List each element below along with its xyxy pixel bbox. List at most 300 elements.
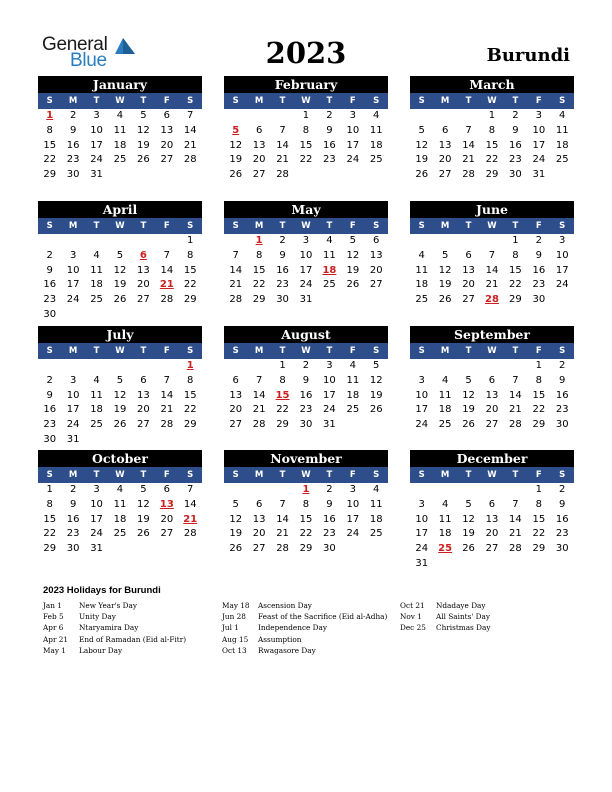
day-cell: 1	[512, 235, 519, 246]
day-cell: 24	[90, 528, 103, 540]
day-cell: 5	[441, 249, 449, 261]
weekday-label: W	[115, 221, 125, 231]
holiday-name: Ntaryamira Day	[79, 623, 139, 633]
holiday-day-cell: 1	[186, 360, 194, 371]
day-cell: 19	[113, 404, 127, 416]
empty-day-cell	[410, 109, 433, 124]
day-cell: 2	[69, 110, 77, 121]
day-cell: 11	[438, 389, 452, 401]
holiday-date: Jun 28	[222, 612, 246, 622]
day-cell: 12	[369, 374, 383, 386]
day-cell: 24	[532, 154, 546, 166]
day-cell: 1	[535, 360, 542, 371]
weekday-label: T	[279, 346, 286, 356]
day-grid	[38, 483, 202, 557]
day-cell: 12	[229, 513, 243, 525]
day-cell: 25	[555, 154, 569, 166]
day-cell: 4	[373, 484, 380, 495]
day-cell: 3	[93, 110, 100, 121]
day-cell: 27	[485, 543, 499, 555]
day-grid	[410, 109, 574, 183]
day-cell: 15	[299, 513, 313, 525]
empty-day-cell	[480, 234, 503, 249]
day-cell: 5	[116, 249, 124, 261]
day-cell: 24	[323, 404, 336, 416]
day-cell: 28	[509, 419, 522, 431]
weekday-header	[410, 218, 574, 234]
day-cell: 24	[90, 154, 103, 166]
holiday-day-cell: 1	[255, 235, 263, 246]
day-cell: 10	[555, 249, 569, 261]
weekday-label: T	[93, 470, 100, 480]
month-title: August	[224, 326, 388, 343]
day-cell: 29	[276, 419, 289, 431]
weekday-label: T	[93, 346, 100, 356]
day-grid	[410, 483, 574, 572]
day-cell: 13	[438, 139, 452, 151]
day-cell: 7	[232, 249, 239, 261]
day-cell: 23	[323, 154, 336, 166]
weekday-label: M	[254, 470, 264, 480]
weekday-label: T	[326, 346, 333, 356]
day-cell: 29	[299, 543, 313, 555]
day-cell: 5	[140, 484, 147, 495]
weekday-header	[410, 93, 574, 109]
weekday-label: W	[301, 470, 311, 480]
day-cell: 22	[299, 528, 313, 540]
weekday-label: T	[93, 221, 100, 231]
day-cell: 22	[485, 154, 499, 166]
day-cell: 28	[462, 169, 475, 181]
empty-day-cell	[433, 234, 456, 249]
day-cell: 26	[346, 279, 360, 291]
day-cell: 24	[346, 528, 360, 540]
day-cell: 5	[373, 360, 380, 371]
day-cell: 13	[485, 389, 499, 401]
empty-day-cell	[271, 109, 294, 124]
empty-day-cell	[132, 359, 155, 374]
day-cell: 18	[415, 279, 429, 291]
holiday-date: Nov 1	[400, 612, 422, 622]
weekday-header	[224, 467, 388, 483]
day-cell: 23	[66, 528, 80, 540]
weekday-label: F	[349, 221, 356, 231]
holiday-day-cell: 21	[183, 513, 198, 525]
day-cell: 25	[369, 154, 383, 166]
day-cell: 18	[369, 139, 383, 151]
weekday-label: W	[301, 96, 311, 106]
empty-day-cell	[433, 359, 456, 374]
weekday-label: M	[68, 470, 78, 480]
day-cell: 17	[415, 404, 429, 416]
weekday-label: W	[487, 346, 497, 356]
page-title-country: Burundi	[486, 45, 570, 66]
day-cell: 28	[252, 419, 266, 431]
weekday-label: T	[465, 96, 472, 106]
day-cell: 30	[509, 169, 522, 181]
weekday-header	[224, 93, 388, 109]
day-cell: 30	[66, 543, 80, 555]
weekday-label: W	[487, 470, 497, 480]
day-cell: 3	[418, 374, 425, 386]
day-cell: 4	[349, 360, 356, 371]
day-cell: 19	[438, 279, 452, 291]
day-cell: 20	[252, 528, 266, 540]
day-cell: 23	[43, 419, 57, 431]
day-cell: 16	[532, 264, 546, 276]
holiday-date: Feb 5	[43, 612, 64, 622]
weekday-label: S	[232, 346, 239, 356]
day-cell: 11	[90, 389, 103, 401]
day-cell: 7	[187, 110, 194, 121]
weekday-label: F	[535, 470, 542, 480]
day-cell: 4	[441, 374, 449, 386]
day-cell: 9	[302, 374, 310, 386]
day-cell: 4	[418, 249, 425, 261]
weekday-label: F	[163, 221, 170, 231]
month-title: October	[38, 450, 202, 467]
day-cell: 28	[183, 154, 197, 166]
day-cell: 4	[373, 110, 380, 121]
holiday-name: Rwagasore Day	[258, 645, 316, 655]
month-title: April	[38, 201, 202, 218]
weekday-label: F	[535, 221, 542, 231]
day-cell: 4	[93, 249, 100, 261]
day-cell: 12	[113, 264, 127, 276]
day-cell: 23	[555, 404, 569, 416]
weekday-header	[38, 93, 202, 109]
holiday-row	[222, 600, 387, 611]
month-title: September	[410, 326, 574, 343]
month-september	[410, 326, 574, 433]
weekday-label: T	[465, 470, 472, 480]
day-cell: 22	[183, 404, 197, 416]
day-cell: 22	[43, 528, 57, 540]
day-cell: 8	[46, 498, 53, 510]
holiday-name: Christmas Day	[436, 623, 491, 633]
day-cell: 27	[137, 294, 150, 306]
weekday-label: M	[440, 221, 450, 231]
empty-day-cell	[410, 234, 433, 249]
weekday-label: S	[46, 96, 53, 106]
empty-day-cell	[61, 359, 84, 374]
weekday-label: T	[512, 470, 519, 480]
empty-day-cell	[480, 359, 503, 374]
day-cell: 19	[346, 264, 360, 276]
month-march	[410, 76, 574, 183]
day-cell: 5	[140, 110, 147, 121]
day-cell: 31	[66, 433, 80, 445]
holiday-row	[400, 622, 490, 633]
weekday-label: T	[326, 96, 333, 106]
day-cell: 12	[462, 513, 475, 525]
month-title: May	[224, 201, 388, 218]
month-april	[38, 201, 202, 323]
day-cell: 9	[559, 498, 566, 510]
empty-day-cell	[247, 359, 270, 374]
day-cell: 2	[46, 374, 53, 386]
day-cell: 19	[229, 528, 243, 540]
day-cell: 10	[66, 264, 80, 276]
day-cell: 9	[326, 124, 333, 136]
day-cell: 14	[509, 389, 522, 401]
day-cell: 20	[438, 154, 452, 166]
day-cell: 2	[326, 110, 333, 121]
day-cell: 16	[323, 513, 336, 525]
empty-day-cell	[38, 359, 61, 374]
day-cell: 23	[555, 528, 569, 540]
holiday-row	[222, 645, 387, 656]
day-cell: 30	[43, 433, 57, 445]
holiday-date: May 18	[222, 601, 250, 610]
day-cell: 10	[346, 498, 360, 510]
day-cell: 3	[349, 110, 356, 121]
day-cell: 15	[532, 389, 546, 401]
weekday-header	[38, 467, 202, 483]
weekday-label: S	[187, 346, 194, 356]
day-cell: 14	[160, 389, 174, 401]
day-cell: 7	[279, 124, 286, 136]
day-cell: 7	[512, 498, 519, 510]
day-cell: 9	[46, 264, 53, 276]
day-cell: 17	[415, 528, 429, 540]
day-cell: 6	[465, 249, 472, 261]
weekday-label: T	[326, 221, 333, 231]
weekday-label: M	[254, 346, 264, 356]
day-cell: 8	[187, 374, 194, 386]
day-cell: 12	[346, 249, 360, 261]
day-cell: 3	[418, 498, 425, 510]
day-cell: 11	[438, 513, 452, 525]
holiday-row	[43, 611, 186, 622]
day-cell: 5	[349, 235, 356, 246]
day-cell: 30	[555, 543, 569, 555]
day-cell: 27	[137, 419, 150, 431]
day-cell: 21	[462, 154, 475, 166]
day-cell: 17	[66, 279, 80, 291]
day-cell: 29	[183, 419, 197, 431]
day-cell: 22	[532, 404, 546, 416]
day-cell: 12	[137, 498, 150, 510]
day-cell: 1	[535, 484, 542, 495]
day-cell: 7	[488, 249, 496, 261]
day-cell: 30	[299, 419, 313, 431]
day-cell: 9	[46, 389, 53, 401]
empty-day-cell	[410, 483, 433, 498]
day-cell: 21	[252, 404, 266, 416]
empty-day-cell	[410, 359, 433, 374]
weekday-label: W	[487, 221, 497, 231]
weekday-label: M	[440, 346, 450, 356]
empty-day-cell	[224, 109, 247, 124]
empty-day-cell	[504, 483, 527, 498]
day-cell: 22	[43, 154, 57, 166]
day-cell: 9	[535, 249, 542, 261]
day-cell: 29	[532, 419, 546, 431]
holiday-row	[43, 600, 186, 611]
holiday-name: Independence Day	[258, 623, 327, 633]
day-cell: 7	[512, 374, 519, 386]
day-cell: 22	[252, 279, 266, 291]
day-cell: 10	[415, 389, 429, 401]
month-july	[38, 326, 202, 448]
holiday-date: Apr 6	[43, 623, 64, 633]
day-cell: 11	[369, 124, 383, 136]
empty-day-cell	[247, 109, 270, 124]
day-cell: 4	[559, 110, 566, 121]
month-title: January	[38, 76, 202, 93]
day-cell: 21	[485, 279, 499, 291]
day-cell: 14	[509, 513, 522, 525]
weekday-label: T	[279, 221, 286, 231]
holiday-name: Unity Day	[79, 612, 116, 622]
day-cell: 20	[160, 139, 174, 151]
day-cell: 13	[462, 264, 475, 276]
day-cell: 26	[229, 543, 243, 555]
holiday-name: Ndadaye Day	[436, 601, 486, 610]
weekday-label: S	[232, 221, 239, 231]
empty-day-cell	[108, 234, 131, 249]
weekday-label: S	[559, 346, 566, 356]
holiday-day-cell: 5	[232, 124, 240, 136]
weekday-label: F	[163, 346, 170, 356]
day-cell: 16	[555, 389, 569, 401]
day-cell: 28	[276, 543, 289, 555]
day-cell: 10	[415, 513, 429, 525]
day-cell: 17	[346, 139, 360, 151]
empty-day-cell	[457, 359, 480, 374]
day-cell: 22	[509, 279, 522, 291]
day-grid	[410, 359, 574, 433]
day-cell: 23	[532, 279, 546, 291]
empty-day-cell	[38, 234, 61, 249]
month-october	[38, 450, 202, 557]
weekday-label: F	[163, 470, 170, 480]
holiday-name: Feast of the Sacrifice (Eid al-Adha)	[258, 612, 388, 622]
day-cell: 8	[302, 498, 310, 510]
day-cell: 15	[299, 139, 313, 151]
weekday-label: M	[68, 346, 78, 356]
day-cell: 18	[555, 139, 569, 151]
weekday-label: W	[487, 96, 497, 106]
holiday-name: Assumption	[258, 634, 302, 644]
day-cell: 2	[302, 360, 310, 371]
day-cell: 6	[140, 374, 147, 386]
day-cell: 16	[299, 389, 313, 401]
day-cell: 25	[415, 294, 429, 306]
weekday-label: F	[349, 470, 356, 480]
day-cell: 18	[90, 404, 103, 416]
day-cell: 16	[66, 513, 80, 525]
day-cell: 6	[255, 124, 263, 136]
holiday-name: End of Ramadan (Eid al-Fitr)	[79, 634, 187, 644]
day-cell: 23	[509, 154, 522, 166]
day-cell: 20	[229, 404, 243, 416]
day-cell: 27	[160, 154, 174, 166]
day-cell: 15	[532, 513, 546, 525]
day-cell: 1	[279, 360, 286, 371]
day-grid	[38, 359, 202, 448]
weekday-label: S	[418, 96, 425, 106]
day-cell: 5	[418, 124, 425, 136]
weekday-label: F	[349, 346, 356, 356]
day-cell: 6	[488, 374, 496, 386]
weekday-label: F	[535, 96, 542, 106]
holiday-date: Dec 25	[400, 623, 426, 633]
day-cell: 20	[137, 279, 150, 291]
day-cell: 25	[323, 279, 336, 291]
day-grid	[224, 359, 388, 433]
month-title: March	[410, 76, 574, 93]
day-cell: 3	[69, 249, 77, 261]
month-may	[224, 201, 388, 308]
day-cell: 19	[462, 404, 475, 416]
day-cell: 20	[485, 528, 499, 540]
weekday-label: F	[349, 96, 356, 106]
holiday-date: Oct 21	[400, 601, 425, 610]
holiday-name: Ascension Day	[258, 601, 312, 610]
day-cell: 21	[160, 404, 174, 416]
day-cell: 19	[137, 513, 150, 525]
weekday-label: S	[373, 346, 380, 356]
day-cell: 3	[326, 360, 333, 371]
day-cell: 14	[160, 264, 174, 276]
holiday-date: Oct 13	[222, 645, 247, 655]
day-cell: 15	[43, 513, 57, 525]
weekday-label: M	[254, 221, 264, 231]
holiday-day-cell: 25	[438, 543, 453, 555]
holiday-row	[222, 622, 387, 633]
holiday-day-cell: 15	[275, 389, 290, 401]
day-cell: 11	[113, 498, 127, 510]
day-cell: 27	[369, 279, 383, 291]
day-cell: 28	[229, 294, 243, 306]
day-cell: 31	[415, 557, 429, 569]
day-cell: 30	[555, 419, 569, 431]
day-cell: 13	[137, 264, 150, 276]
day-cell: 4	[441, 498, 449, 510]
holiday-row	[43, 634, 186, 645]
day-cell: 14	[276, 139, 289, 151]
day-cell: 12	[438, 264, 452, 276]
day-cell: 11	[369, 498, 383, 510]
day-cell: 20	[137, 404, 150, 416]
day-cell: 21	[229, 279, 243, 291]
day-cell: 6	[163, 484, 170, 495]
day-cell: 16	[43, 279, 57, 291]
day-cell: 20	[252, 154, 266, 166]
month-february	[224, 76, 388, 183]
day-cell: 10	[299, 249, 313, 261]
month-november	[224, 450, 388, 557]
day-cell: 26	[415, 169, 429, 181]
day-cell: 7	[163, 374, 170, 386]
day-cell: 26	[462, 543, 475, 555]
empty-day-cell	[247, 483, 270, 498]
day-cell: 2	[46, 249, 53, 261]
empty-day-cell	[457, 109, 480, 124]
day-cell: 30	[276, 294, 289, 306]
empty-day-cell	[155, 359, 178, 374]
day-cell: 11	[346, 374, 360, 386]
day-cell: 6	[488, 498, 496, 510]
day-cell: 25	[90, 419, 103, 431]
logo-blue-text: Blue	[70, 50, 107, 71]
day-cell: 18	[369, 513, 383, 525]
day-cell: 26	[462, 419, 475, 431]
day-cell: 12	[113, 389, 127, 401]
day-cell: 8	[255, 249, 263, 261]
